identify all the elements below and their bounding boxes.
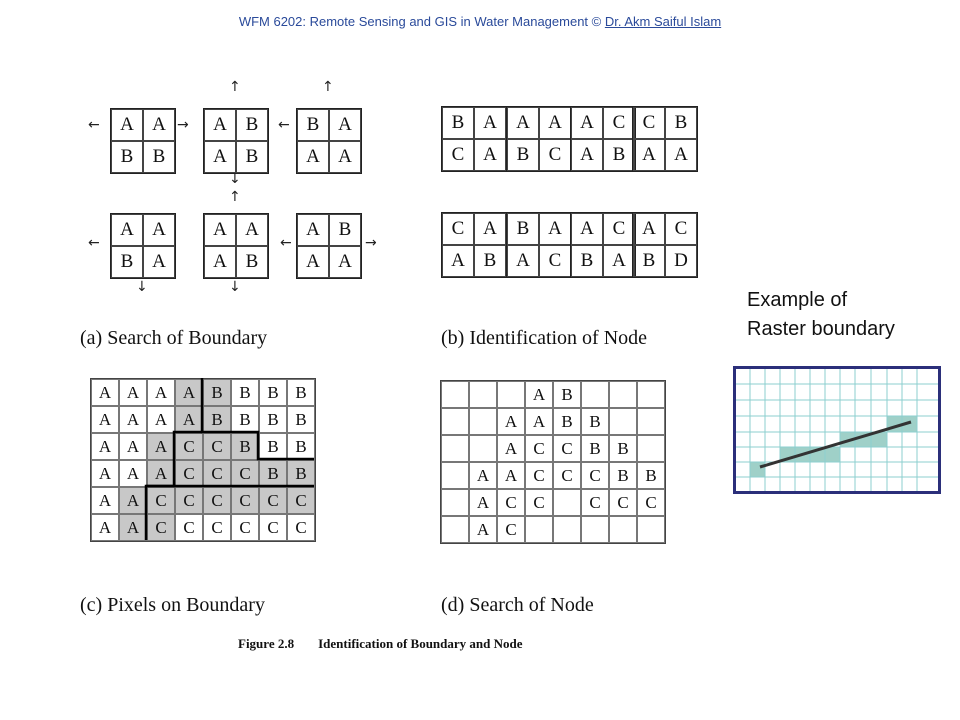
panel-a-caption: (a) Search of Boundary — [80, 327, 268, 349]
grid-cell: A — [497, 408, 525, 435]
author-link[interactable]: Dr. Akm Saiful Islam — [604, 14, 722, 29]
figure-label: Figure 2.8 — [238, 636, 295, 651]
grid-cell — [637, 435, 665, 462]
grid-cell — [609, 381, 637, 408]
grid-cell: B — [259, 406, 287, 433]
grid-cell: A — [91, 514, 119, 541]
grid-cell: A — [603, 245, 635, 277]
grid-cell: A — [91, 487, 119, 514]
grid-cell: C — [581, 489, 609, 516]
raster-boundary-illustration — [733, 366, 941, 494]
grid-cell: C — [231, 460, 259, 487]
panel-b-grid-7 — [570, 212, 636, 278]
grid-cell: C — [633, 107, 665, 139]
figure-caption — [238, 636, 547, 652]
grid-cell: B — [442, 107, 474, 139]
arrow-up-icon: ↑ — [229, 79, 241, 95]
grid-cell: A — [91, 406, 119, 433]
grid-cell: A — [507, 245, 539, 277]
grid-cell: C — [259, 514, 287, 541]
grid-cell: B — [553, 381, 581, 408]
grid-cell: A — [143, 109, 175, 141]
grid-cell: B — [111, 246, 143, 278]
grid-cell — [553, 489, 581, 516]
panel-d-grid — [440, 380, 666, 544]
grid-cell: C — [637, 489, 665, 516]
grid-cell — [441, 489, 469, 516]
panel-b-grid-3 — [570, 106, 636, 172]
grid-cell: A — [329, 246, 361, 278]
panel-a-grid-6 — [296, 213, 362, 279]
grid-cell: B — [259, 433, 287, 460]
grid-cell: A — [469, 462, 497, 489]
grid-cell: B — [236, 109, 268, 141]
grid-cell: A — [236, 214, 268, 246]
panel-c-caption: (c) Pixels on Boundary — [80, 594, 265, 616]
grid-cell: C — [203, 460, 231, 487]
grid-cell: B — [231, 406, 259, 433]
grid-cell: C — [231, 487, 259, 514]
grid-cell — [553, 516, 581, 543]
grid-cell: B — [329, 214, 361, 246]
grid-cell: A — [497, 435, 525, 462]
grid-cell: C — [539, 139, 571, 171]
grid-cell: A — [525, 381, 553, 408]
arrow-left-icon: ← — [88, 117, 100, 133]
grid-cell — [581, 381, 609, 408]
grid-cell: A — [147, 460, 175, 487]
grid-cell: A — [525, 408, 553, 435]
grid-cell: B — [143, 141, 175, 173]
grid-cell: A — [329, 141, 361, 173]
grid-cell: C — [287, 514, 315, 541]
grid-cell: A — [571, 107, 603, 139]
grid-cell: C — [603, 213, 635, 245]
panel-c-boundary-line — [90, 378, 316, 544]
grid-cell: A — [633, 139, 665, 171]
grid-cell — [441, 381, 469, 408]
grid-cell: A — [204, 141, 236, 173]
arrow-down-icon: ↓ — [229, 171, 241, 187]
grid-cell: C — [259, 487, 287, 514]
grid-cell — [609, 516, 637, 543]
grid-cell: A — [665, 139, 697, 171]
grid-cell: A — [147, 406, 175, 433]
arrow-left-icon: ← — [88, 235, 100, 251]
grid-cell: C — [203, 487, 231, 514]
header-text: WFM 6202: Remote Sensing and GIS in Water Management © — [238, 14, 605, 29]
grid-cell: C — [287, 487, 315, 514]
arrow-up-icon: ↑ — [229, 189, 241, 205]
grid-cell: C — [525, 462, 553, 489]
panel-b-grid-6 — [506, 212, 572, 278]
grid-cell: C — [609, 489, 637, 516]
grid-cell: B — [287, 379, 315, 406]
grid-cell: B — [507, 139, 539, 171]
grid-cell — [469, 408, 497, 435]
grid-cell: A — [119, 433, 147, 460]
grid-cell: A — [204, 214, 236, 246]
grid-cell: B — [581, 408, 609, 435]
grid-cell: C — [553, 435, 581, 462]
grid-cell: B — [609, 462, 637, 489]
grid-cell: A — [329, 109, 361, 141]
grid-cell: C — [525, 435, 553, 462]
grid-cell: A — [91, 379, 119, 406]
grid-cell: B — [231, 433, 259, 460]
grid-cell: C — [539, 245, 571, 277]
grid-cell: B — [203, 379, 231, 406]
arrow-up-icon: ↑ — [322, 79, 334, 95]
grid-cell: C — [525, 489, 553, 516]
example-label — [747, 286, 895, 344]
panel-b-grid-5 — [441, 212, 507, 278]
grid-cell: A — [111, 109, 143, 141]
grid-cell: A — [147, 379, 175, 406]
grid-cell — [637, 381, 665, 408]
grid-cell: B — [111, 141, 143, 173]
grid-cell: C — [665, 213, 697, 245]
arrow-right-icon: → — [365, 235, 377, 251]
grid-cell: A — [119, 460, 147, 487]
grid-cell: C — [147, 487, 175, 514]
grid-cell: C — [231, 514, 259, 541]
panel-a-grid-1 — [110, 108, 176, 174]
grid-cell: A — [539, 213, 571, 245]
grid-cell: A — [497, 462, 525, 489]
grid-cell: B — [287, 406, 315, 433]
grid-cell: B — [609, 435, 637, 462]
grid-cell: C — [175, 487, 203, 514]
grid-cell: D — [665, 245, 697, 277]
grid-cell: A — [91, 460, 119, 487]
grid-cell — [441, 462, 469, 489]
grid-cell: A — [143, 214, 175, 246]
grid-cell — [441, 516, 469, 543]
grid-cell: A — [442, 245, 474, 277]
grid-cell: A — [119, 514, 147, 541]
grid-cell: A — [474, 213, 506, 245]
grid-cell: A — [469, 516, 497, 543]
grid-cell: C — [442, 213, 474, 245]
grid-cell: A — [175, 379, 203, 406]
grid-cell: C — [581, 462, 609, 489]
panel-b-grid-1 — [441, 106, 507, 172]
grid-cell: B — [474, 245, 506, 277]
grid-cell: B — [637, 462, 665, 489]
grid-cell: C — [203, 514, 231, 541]
grid-cell — [525, 516, 553, 543]
grid-cell: A — [469, 489, 497, 516]
arrow-right-icon: → — [177, 117, 189, 133]
grid-cell: A — [111, 214, 143, 246]
grid-cell: A — [571, 139, 603, 171]
panel-b-grid-8 — [632, 212, 698, 278]
arrow-down-icon: ↓ — [136, 279, 148, 295]
grid-cell: A — [297, 246, 329, 278]
panel-a-grid-3 — [296, 108, 362, 174]
grid-cell: C — [497, 489, 525, 516]
grid-cell: C — [553, 462, 581, 489]
grid-cell: A — [147, 433, 175, 460]
grid-cell: A — [507, 107, 539, 139]
arrow-left-icon: ← — [280, 235, 292, 251]
grid-cell: A — [119, 379, 147, 406]
slide-header — [0, 14, 960, 29]
grid-cell: B — [287, 433, 315, 460]
panel-a-grid-2 — [203, 108, 269, 174]
figure-title: Identification of Boundary and Node — [318, 636, 523, 651]
arrow-left-icon: ← — [278, 117, 290, 133]
panel-b-grid-4 — [632, 106, 698, 172]
grid-cell: B — [236, 141, 268, 173]
grid-cell: A — [474, 107, 506, 139]
grid-cell — [441, 408, 469, 435]
panel-a-grid-4 — [110, 213, 176, 279]
grid-cell: A — [119, 406, 147, 433]
grid-cell: A — [474, 139, 506, 171]
grid-cell: A — [571, 213, 603, 245]
grid-cell: A — [143, 246, 175, 278]
panel-d-caption: (d) Search of Node — [441, 594, 594, 616]
grid-cell: B — [259, 460, 287, 487]
panel-b-caption: (b) Identification of Node — [441, 327, 648, 349]
panel-b-grid-2 — [506, 106, 572, 172]
grid-cell: B — [507, 213, 539, 245]
grid-cell: A — [204, 109, 236, 141]
grid-cell: C — [603, 107, 635, 139]
grid-cell: A — [297, 214, 329, 246]
grid-cell — [497, 381, 525, 408]
example-line-2: Raster boundary — [747, 318, 895, 340]
grid-cell: B — [553, 408, 581, 435]
grid-cell: B — [571, 245, 603, 277]
grid-cell: C — [147, 514, 175, 541]
grid-cell: C — [175, 433, 203, 460]
grid-cell — [609, 408, 637, 435]
grid-cell: B — [603, 139, 635, 171]
grid-cell: C — [203, 433, 231, 460]
grid-cell: B — [581, 435, 609, 462]
grid-cell: B — [633, 245, 665, 277]
grid-cell: A — [633, 213, 665, 245]
grid-cell: A — [204, 246, 236, 278]
grid-cell: B — [231, 379, 259, 406]
grid-cell: A — [91, 433, 119, 460]
grid-cell: B — [297, 109, 329, 141]
grid-cell — [469, 435, 497, 462]
grid-cell: B — [236, 246, 268, 278]
grid-cell: A — [175, 406, 203, 433]
grid-cell: B — [203, 406, 231, 433]
grid-cell — [581, 516, 609, 543]
grid-cell: C — [175, 514, 203, 541]
example-line-1: Example of — [747, 289, 848, 311]
grid-cell — [637, 516, 665, 543]
panel-a-grid-5 — [203, 213, 269, 279]
grid-cell — [441, 435, 469, 462]
grid-cell: C — [175, 460, 203, 487]
grid-cell: C — [442, 139, 474, 171]
grid-cell: A — [297, 141, 329, 173]
grid-cell: B — [287, 460, 315, 487]
grid-cell: A — [119, 487, 147, 514]
grid-cell — [637, 408, 665, 435]
grid-cell: C — [497, 516, 525, 543]
grid-cell: A — [539, 107, 571, 139]
grid-cell: B — [665, 107, 697, 139]
grid-cell — [469, 381, 497, 408]
grid-cell: B — [259, 379, 287, 406]
arrow-down-icon: ↓ — [229, 279, 241, 295]
